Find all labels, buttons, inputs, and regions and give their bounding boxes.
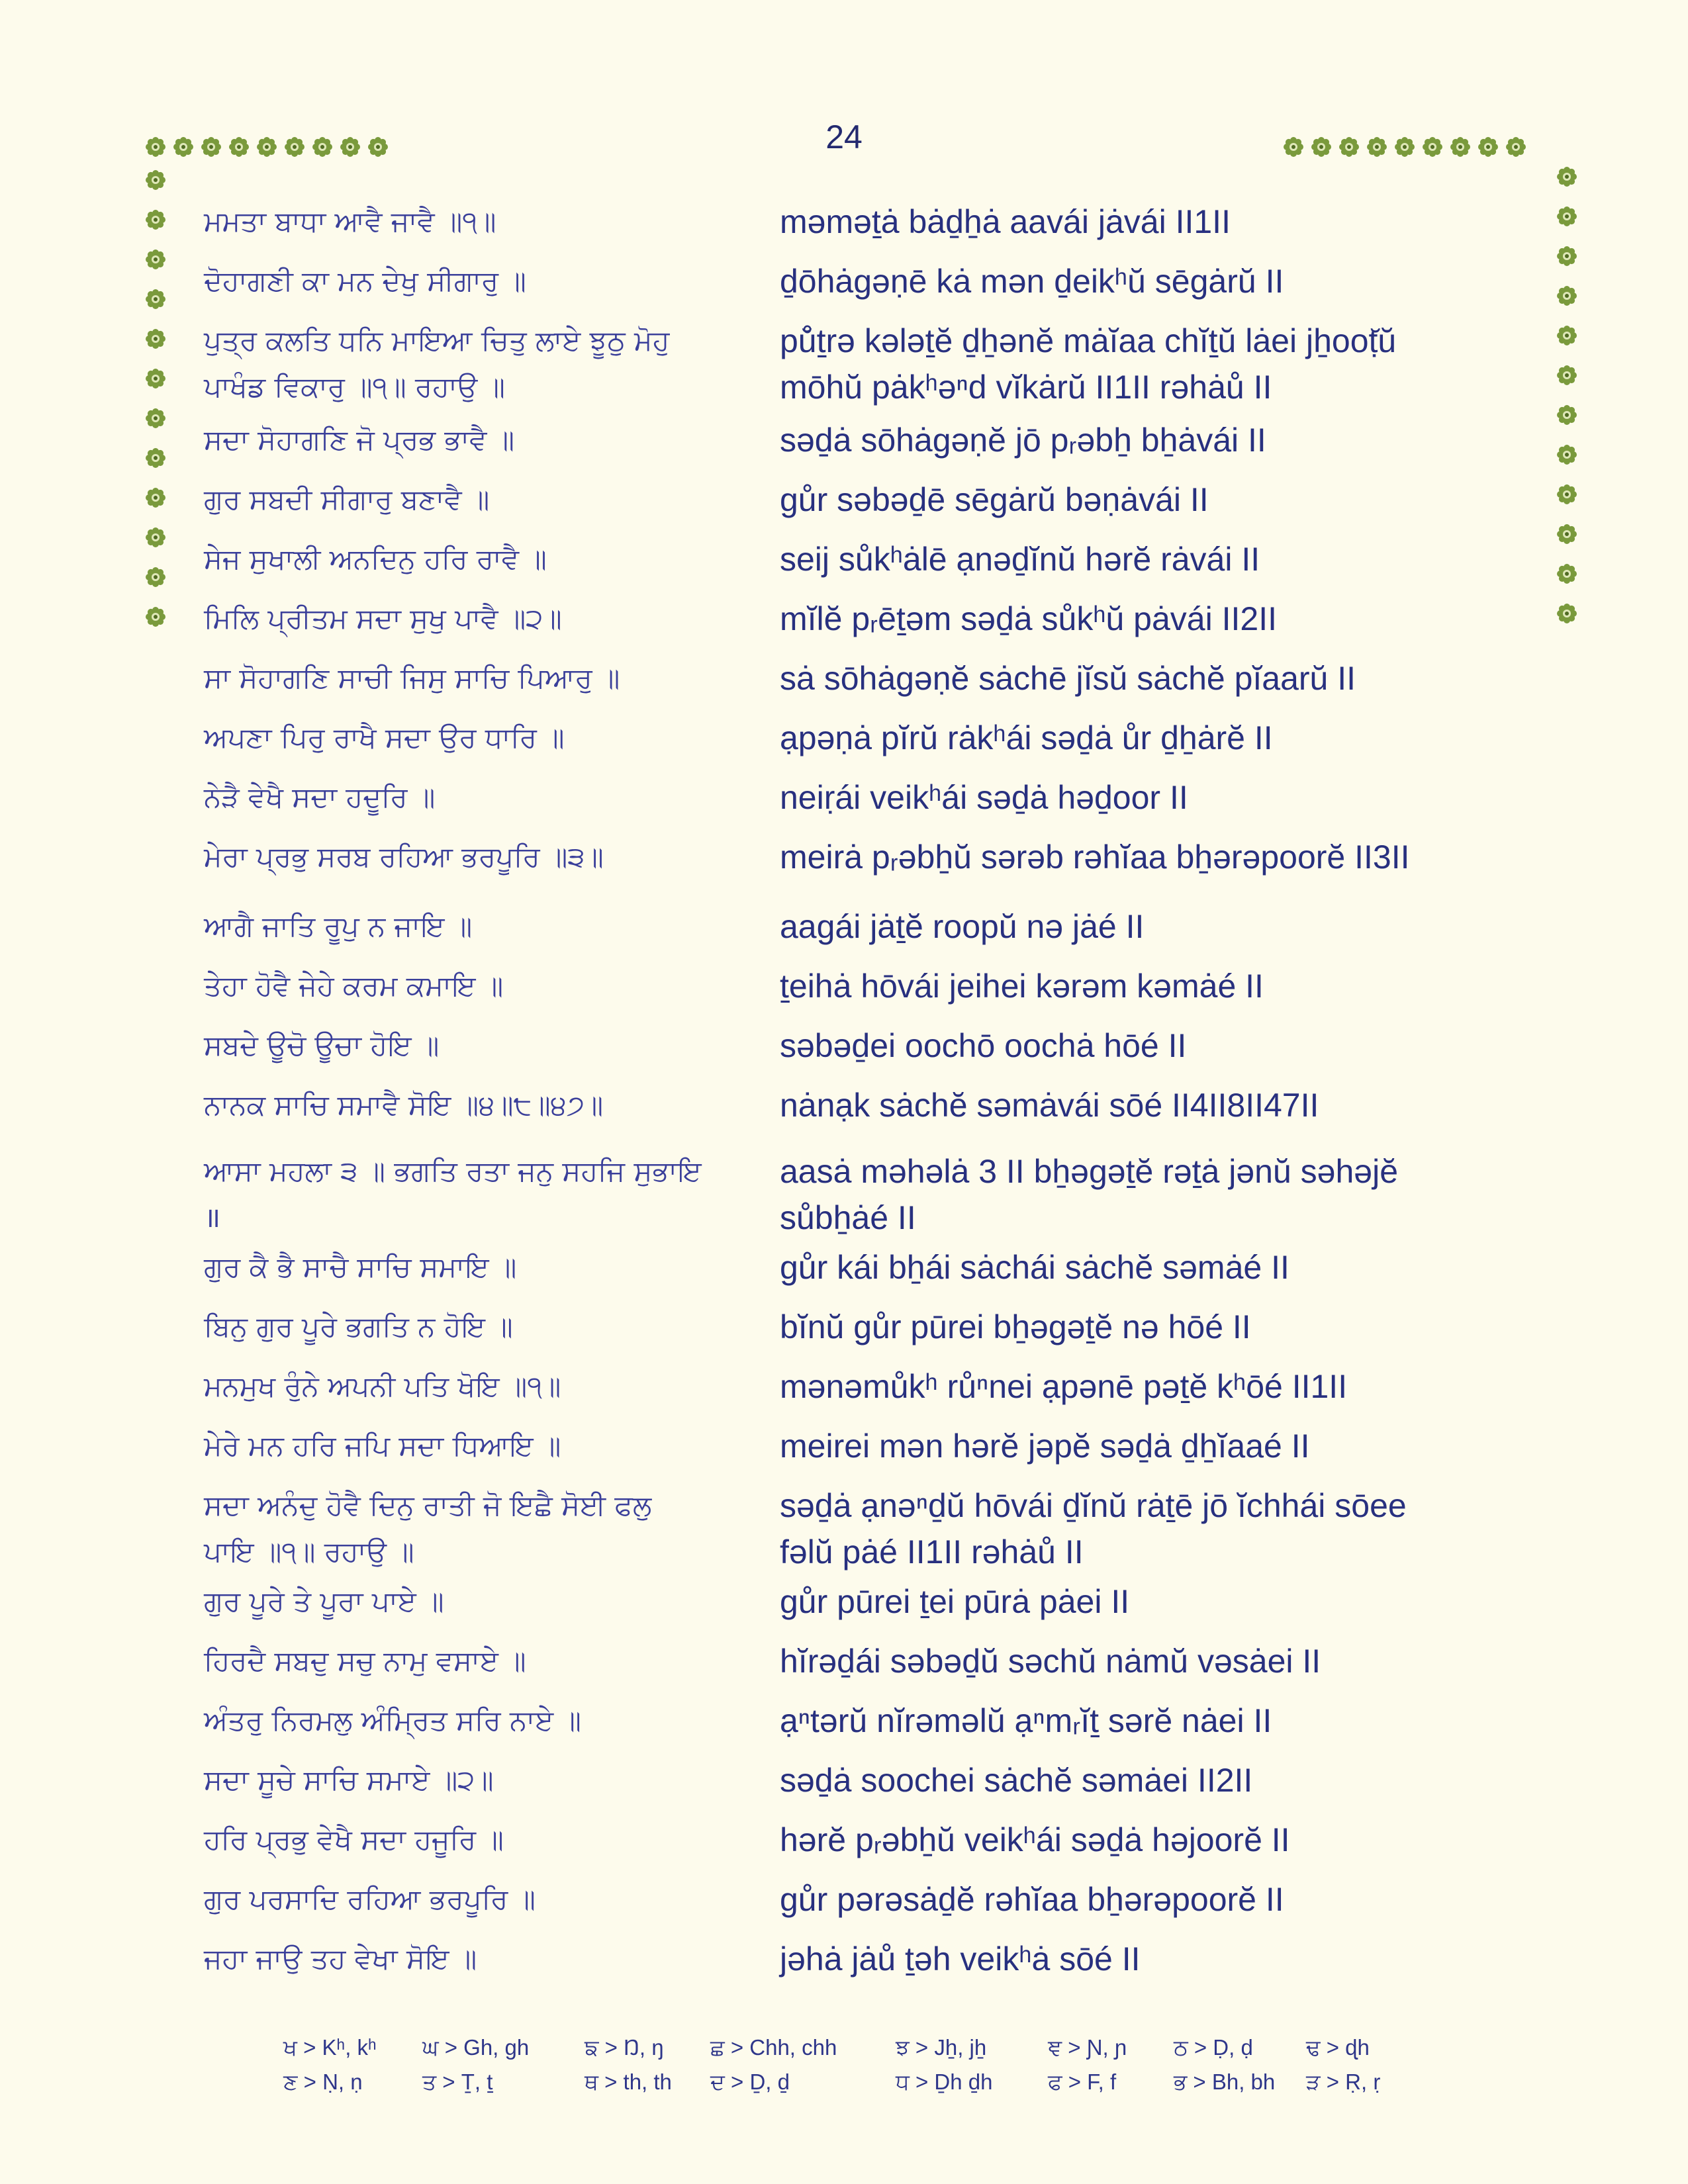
transliteration-line — [780, 1023, 1521, 1069]
legend-entry: ਖ > Kʰ, kʰ — [283, 2035, 377, 2060]
legend-entry: ਙ > Ŋ, ŋ — [585, 2035, 664, 2060]
flower-ornament-icon — [144, 208, 167, 231]
transliteration-text: gůr səbəḏē sēgȧrŭ bəṇȧvái II — [780, 481, 1209, 518]
transliteration-line — [780, 1482, 1521, 1575]
flower-ornament-icon — [1556, 364, 1578, 387]
flower-ornament-icon — [1556, 324, 1578, 347]
gurmukhi-text: ॥ — [204, 1201, 221, 1234]
transliteration-line — [780, 477, 1521, 523]
flower-ornament-icon — [1556, 563, 1578, 585]
transliteration-line — [780, 963, 1521, 1009]
transliteration-line — [780, 1698, 1521, 1744]
gurmukhi-text: ਨਾਨਕ ਸਾਚਿ ਸਮਾਵੈ ਸੋਇ ॥੪॥੮॥੪੭॥ — [204, 1089, 604, 1121]
transliteration-text: meirȧ pᵣəbẖŭ sərəb rəhĭaa bẖərəpoorĕ II3II — [780, 839, 1410, 876]
legend-entry: ਛ > Chh, chh — [710, 2035, 837, 2060]
gurmukhi-text: ਆਗੈ ਜਾਤਿ ਰੂਪੁ ਨ ਜਾਇ ॥ — [204, 910, 473, 942]
verse-row — [204, 1638, 1521, 1684]
flower-ornament-icon — [1556, 443, 1578, 466]
verse-row — [204, 1363, 1521, 1410]
transliteration-text: meirei mən hərĕ jəpĕ səḏȧ ḏẖĭaaé II — [780, 1428, 1310, 1465]
verse-row — [204, 536, 1521, 582]
gurmukhi-text: ਮਮਤਾ ਬਾਧਾ ਆਵੈ ਜਾਵੈ ॥੧॥ — [204, 205, 496, 238]
gurmukhi-text: ਹਰਿ ਪ੍ਰਭੁ ਵੇਖੈ ਸਦਾ ਹਜੂਰਿ ॥ — [204, 1823, 504, 1856]
gurmukhi-text: ਪਾਖੰਡ ਵਿਕਾਰੁ ॥੧॥ ਰਹਾਉ ॥ — [204, 371, 505, 403]
gurmukhi-text: ਪਾਇ ॥੧॥ ਰਹਾਉ ॥ — [204, 1535, 414, 1568]
gurmukhi-line — [204, 1423, 780, 1469]
transliteration-text: neiṛái veikʰái səḏȧ həḏoor II — [780, 779, 1188, 816]
transliteration-line — [780, 655, 1521, 702]
verse-row — [204, 1304, 1521, 1350]
gurmukhi-line — [204, 258, 780, 304]
legend-entry: ਝ > Jẖ, jẖ — [896, 2035, 987, 2060]
transliteration-line — [780, 1304, 1521, 1350]
gurmukhi-line — [204, 1082, 780, 1128]
gurmukhi-line — [204, 834, 780, 880]
gurmukhi-line — [204, 1578, 780, 1625]
gurmukhi-line — [204, 1363, 780, 1410]
gurmukhi-line — [204, 536, 780, 582]
transliteration-text: səḏȧ sōhȧgəṇĕ jō pᵣəbẖ bẖȧvái II — [780, 422, 1266, 459]
transliteration-text: səḏȧ soochei sȧchĕ səmȧei II2II — [780, 1762, 1253, 1799]
gurmukhi-line — [204, 596, 780, 642]
flower-ornament-icon — [144, 566, 167, 588]
flower-ornament-icon — [1310, 136, 1333, 158]
transliteration-line — [780, 1082, 1521, 1128]
gurmukhi-text: ਤੇਹਾ ਹੋਵੈ ਜੇਹੇ ਕਰਮ ਕਮਾਇ ॥ — [204, 970, 504, 1002]
transliteration-line — [780, 834, 1521, 880]
verse-row — [204, 318, 1521, 410]
flower-ornament-icon — [1556, 523, 1578, 545]
flower-ornament-icon — [1505, 136, 1527, 158]
gurmukhi-text: ਸੇਜ ਸੁਖਾਲੀ ਅਨਦਿਨੁ ਹਰਿ ਰਾਵੈ ॥ — [204, 543, 547, 575]
gurmukhi-line — [204, 963, 780, 1009]
gurmukhi-text: ਮੇਰੇ ਮਨ ਹਰਿ ਜਪਿ ਸਦਾ ਧਿਆਇ ॥ — [204, 1430, 561, 1462]
flower-ornament-icon — [144, 486, 167, 509]
gurmukhi-line — [204, 1304, 780, 1350]
legend-entry: ਠ > Ḍ, ḍ — [1174, 2035, 1253, 2060]
verse-row — [204, 963, 1521, 1009]
gurmukhi-line — [204, 1148, 780, 1241]
flower-ornament-icon — [144, 367, 167, 390]
gurmukhi-line — [204, 1936, 780, 1982]
transliteration-text: gůr pūrei ṯei pūrȧ pȧei II — [780, 1583, 1130, 1620]
flower-ornament-icon — [367, 136, 389, 158]
transliteration-line — [780, 1936, 1521, 1982]
gurmukhi-text: ਸਦਾ ਸੂਚੇ ਸਾਚਿ ਸਮਾਏ ॥੨॥ — [204, 1764, 494, 1796]
flower-ornament-icon — [144, 407, 167, 430]
gurmukhi-text: ਪੁਤ੍ਰ ਕਲਤਿ ਧਨਿ ਮਾਇਆ ਚਿਤੁ ਲਾਏ ਝੂਠੁ ਮੋਹੁ — [204, 324, 670, 357]
transliteration-text: hərĕ pᵣəbẖŭ veikʰái səḏȧ həjoorĕ II — [780, 1821, 1290, 1858]
verse-row — [204, 258, 1521, 304]
legend-entry: ਦ > Ḏ, ḏ — [710, 2070, 790, 2094]
transliteration-line — [780, 417, 1521, 463]
verse-row — [204, 1148, 1521, 1241]
flower-ornament-icon — [1556, 205, 1578, 228]
flower-ornament-icon — [1556, 165, 1578, 188]
transliteration-line — [780, 199, 1521, 245]
gurmukhi-text: ਜਹਾ ਜਾਉ ਤਹ ਵੇਖਾ ਸੋਇ ॥ — [204, 1942, 477, 1975]
verse-row — [204, 655, 1521, 702]
transliteration-text: fəlŭ pȧé II1II rəhȧů II — [780, 1533, 1084, 1570]
transliteration-line — [780, 1638, 1521, 1684]
transliteration-text: seij sůkʰȧlē ạnəḏĭnŭ hərĕ rȧvái II — [780, 541, 1260, 578]
gurmukhi-line — [204, 655, 780, 702]
transliteration-text: aasȧ məhəlȧ 3 II bẖəgəṯĕ rəṯȧ jənŭ səhəjĕ — [780, 1153, 1399, 1190]
flower-ornament-icon — [311, 136, 334, 158]
gurmukhi-line — [204, 417, 780, 463]
verse-row — [204, 1757, 1521, 1803]
verse-row — [204, 834, 1521, 880]
flower-ornament-icon — [1338, 136, 1360, 158]
border-top-right — [1282, 136, 1527, 162]
transliteration-text: aagái jȧṯĕ roopŭ nə jȧé II — [780, 908, 1145, 945]
legend-entry: ਫ > F, f — [1048, 2070, 1117, 2094]
gurmukhi-text: ਮਨਮੁਖ ਰੁੰਨੇ ਅਪਨੀ ਪਤਿ ਖੋਇ ॥੧॥ — [204, 1370, 561, 1402]
transliteration-text: mōhŭ pȧkʰəⁿd vĭkȧrŭ II1II rəhȧů II — [780, 369, 1272, 406]
gurmukhi-text: ਸਬਦੇ ਊਚੋ ਊਚਾ ਹੋਇ ॥ — [204, 1029, 440, 1062]
transliteration-line — [780, 1876, 1521, 1923]
gurmukhi-text: ਗੁਰ ਸਬਦੀ ਸੀਗਾਰੁ ਬਣਾਵੈ ॥ — [204, 483, 490, 516]
transliteration-line — [780, 1757, 1521, 1803]
transliteration-text: pů̆ṯrə kələṯĕ ḏẖənĕ mȧĭaa chĭṯŭ lȧei jẖooṭ̆ŭ — [780, 322, 1397, 359]
legend-row — [283, 2035, 1409, 2070]
flower-ornament-icon — [256, 136, 278, 158]
verse-row — [204, 1876, 1521, 1923]
flower-ornament-icon — [1449, 136, 1472, 158]
verse-row — [204, 1578, 1521, 1625]
flower-ornament-icon — [144, 169, 167, 191]
gurmukhi-line — [204, 1638, 780, 1684]
gurmukhi-line — [204, 715, 780, 761]
transliteration-text: məməṯȧ bȧḏẖȧ aavái jȧvái II1II — [780, 203, 1231, 240]
transliteration-text: səbəḏei oochō oochȧ hōé II — [780, 1027, 1187, 1064]
verse-row — [204, 1482, 1521, 1575]
flower-ornament-icon — [144, 328, 167, 350]
flower-ornament-icon — [172, 136, 195, 158]
gurmukhi-line — [204, 1817, 780, 1863]
flower-ornament-icon — [144, 288, 167, 310]
gurmukhi-text: ਮਿਲਿ ਪ੍ਰੀਤਮ ਸਦਾ ਸੁਖੁ ਪਾਵੈ ॥੨॥ — [204, 602, 562, 635]
transliteration-text: sȧ sōhȧgəṇĕ sȧchē jĭsŭ sȧchĕ pĭaarŭ II — [780, 660, 1356, 697]
flower-ornament-icon — [1556, 602, 1578, 625]
transliteration-text: jəhȧ jȧů ṯəh veikʰȧ sōé II — [780, 1940, 1141, 1978]
transliteration-line — [780, 1423, 1521, 1469]
verse-row — [204, 417, 1521, 463]
verse-row — [204, 1423, 1521, 1469]
transliteration-text: bĭnŭ gůr pūrei bẖəgəṯĕ nə hōé II — [780, 1308, 1251, 1345]
gurmukhi-line — [204, 199, 780, 245]
gurmukhi-text: ਅਪਣਾ ਪਿਰੁ ਰਾਖੈ ਸਦਾ ਉਰ ਧਾਰਿ ॥ — [204, 721, 565, 754]
gurmukhi-line — [204, 774, 780, 821]
flower-ornament-icon — [1393, 136, 1416, 158]
legend-row — [283, 2070, 1409, 2104]
legend-entry: ਢ > ɖh — [1306, 2035, 1370, 2060]
gurmukhi-line — [204, 903, 780, 950]
flower-ornament-icon — [1366, 136, 1388, 158]
gurmukhi-text: ਗੁਰ ਪੂਰੇ ਤੇ ਪੂਰਾ ਪਾਏ ॥ — [204, 1585, 444, 1617]
gurmukhi-text: ਸਦਾ ਅਨੰਦੁ ਹੋਵੈ ਦਿਨੁ ਰਾਤੀ ਜੋ ਇਛੈ ਸੋਈ ਫਲੁ — [204, 1489, 652, 1522]
transliteration-line — [780, 1578, 1521, 1625]
flower-ornament-icon — [144, 606, 167, 628]
transliteration-line — [780, 1363, 1521, 1410]
transliteration-text: mənəmůkʰ růⁿnei ạpənē pəṯĕ kʰōé II1II — [780, 1368, 1348, 1405]
gurmukhi-text: ਸਾ ਸੋਹਾਗਣਿ ਸਾਚੀ ਜਿਸੁ ਸਾਚਿ ਪਿਆਰੁ ॥ — [204, 662, 620, 694]
gurmukhi-line — [204, 1482, 780, 1575]
gurmukhi-line — [204, 1757, 780, 1803]
verse-row — [204, 1936, 1521, 1982]
transliteration-text: ạpəṇȧ pĭrŭ rȧkʰái səḏȧ ůr ḏẖȧrĕ II — [780, 719, 1273, 756]
gurmukhi-line — [204, 477, 780, 523]
gurmukhi-line — [204, 1698, 780, 1744]
transliteration-text: gůr pərəsȧḏĕ rəhĭaa bẖərəpoorĕ II — [780, 1881, 1284, 1918]
gurmukhi-line — [204, 318, 780, 410]
verse-row — [204, 1082, 1521, 1128]
gurmukhi-text: ਆਸਾ ਮਹਲਾ ੩ ॥ ਭਗਤਿ ਰਤਾ ਜਨੁ ਸਹਜਿ ਸੁਭਾਇ — [204, 1155, 702, 1187]
flower-ornament-icon — [339, 136, 361, 158]
flower-ornament-icon — [144, 136, 167, 158]
legend-entry: ਭ > Bh, bh — [1174, 2070, 1276, 2094]
legend-entry: ਘ > Gh, gh — [422, 2035, 530, 2060]
gurmukhi-text: ਅੰਤਰੁ ਨਿਰਮਲੁ ਅੰਮ੍ਰਿਤ ਸਰਿ ਨਾਏ ॥ — [204, 1704, 581, 1737]
flower-ornament-icon — [1556, 483, 1578, 506]
transliteration-line — [780, 258, 1521, 304]
legend-entry: ਞ > Ɲ, ɲ — [1048, 2035, 1127, 2060]
legend-entry: ੜ > Ṛ, ṛ — [1306, 2070, 1381, 2094]
verse-row — [204, 1244, 1521, 1291]
gurmukhi-text: ਬਿਨੁ ਗੁਰ ਪੂਰੇ ਭਗਤਿ ਨ ਹੋਇ ॥ — [204, 1310, 513, 1343]
transliteration-line — [780, 903, 1521, 950]
gurmukhi-text: ਹਿਰਦੈ ਸਬਦੁ ਸਚੁ ਨਾਮੁ ਵਸਾਏ ॥ — [204, 1645, 526, 1677]
flower-ornament-icon — [1556, 285, 1578, 307]
transliteration-text: nȧnạk sȧchĕ səmȧvái sōé II4II8II47II — [780, 1087, 1319, 1124]
gurmukhi-text: ਗੁਰ ਪਰਸਾਦਿ ਰਹਿਆ ਭਰਪੂਰਿ ॥ — [204, 1883, 536, 1915]
transliteration-text: hĭrəḏái səbəḏŭ səchŭ nȧmŭ vəsȧei II — [780, 1643, 1321, 1680]
transliteration-text: ḏōhȧgəṇē kȧ mən ḏeikʰŭ sēgȧrŭ II — [780, 263, 1284, 300]
legend-entry: ਥ > th, th — [585, 2070, 672, 2094]
transliteration-line — [780, 715, 1521, 761]
transliteration-line — [780, 774, 1521, 821]
transliteration-text: səḏȧ ạnəⁿḏŭ hōvái ḏĭnŭ rȧṯē jō ĭchhái sōee — [780, 1487, 1407, 1524]
flower-ornament-icon — [1282, 136, 1305, 158]
flower-ornament-icon — [144, 248, 167, 271]
transliteration-text: mĭlĕ pᵣēṯəm səḏȧ sůkʰŭ pȧvái II2II — [780, 600, 1277, 637]
flower-ornament-icon — [1556, 245, 1578, 267]
verse-row — [204, 477, 1521, 523]
border-right — [1556, 165, 1582, 625]
transliteration-text: ạⁿtərŭ nĭrəməlŭ ạⁿmᵣĭṯ sərĕ nȧei II — [780, 1702, 1272, 1739]
transliteration-legend — [283, 2035, 1409, 2104]
gurmukhi-text: ਨੇੜੈ ਵੇਖੈ ਸਦਾ ਹਦੂਰਿ ॥ — [204, 781, 436, 813]
page-number: 24 — [825, 118, 863, 156]
verse-row — [204, 774, 1521, 821]
transliteration-line — [780, 318, 1521, 410]
gurmukhi-text: ਮੇਰਾ ਪ੍ਰਭੁ ਸਰਬ ਰਹਿਆ ਭਰਪੂਰਿ ॥੩॥ — [204, 841, 604, 873]
border-top-left — [144, 136, 389, 162]
gurmukhi-line — [204, 1876, 780, 1923]
legend-entry: ਣ > Ṇ, ṇ — [283, 2070, 363, 2094]
gurmukhi-text: ਗੁਰ ਕੈ ਭੈ ਸਾਚੈ ਸਾਚਿ ਸਮਾਇ ॥ — [204, 1251, 517, 1283]
verse-row — [204, 1817, 1521, 1863]
gurmukhi-text: ਸਦਾ ਸੋਹਾਗਣਿ ਜੋ ਪ੍ਰਭ ਭਾਵੈ ॥ — [204, 424, 515, 456]
flower-ornament-icon — [144, 526, 167, 549]
flower-ornament-icon — [1421, 136, 1444, 158]
flower-ornament-icon — [1556, 404, 1578, 426]
transliteration-line — [780, 596, 1521, 642]
verse-row — [204, 715, 1521, 761]
flower-ornament-icon — [144, 447, 167, 469]
legend-entry: ਧ > Ḏh ḏh — [896, 2070, 993, 2094]
transliteration-line — [780, 1817, 1521, 1863]
flower-ornament-icon — [1477, 136, 1499, 158]
flower-ornament-icon — [200, 136, 222, 158]
verse-row — [204, 1698, 1521, 1744]
gurmukhi-line — [204, 1023, 780, 1069]
flower-ornament-icon — [283, 136, 306, 158]
verse-row — [204, 1023, 1521, 1069]
legend-entry: ਤ > Ṯ, ṯ — [422, 2070, 493, 2094]
transliteration-text: gůr kái bẖái sȧchái sȧchĕ səmȧé II — [780, 1249, 1289, 1286]
verse-row — [204, 199, 1521, 245]
verse-row — [204, 903, 1521, 950]
transliteration-text: sůbẖȧé II — [780, 1199, 916, 1236]
transliteration-line — [780, 1244, 1521, 1291]
border-left — [144, 169, 171, 628]
transliteration-line — [780, 536, 1521, 582]
gurmukhi-text: ਦੋਹਾਗਣੀ ਕਾ ਮਨ ਦੇਖੁ ਸੀਗਾਰੁ ॥ — [204, 265, 526, 297]
transliteration-text: ṯeihȧ hōvái jeihei kərəm kəmȧé II — [780, 968, 1264, 1005]
verse-row — [204, 596, 1521, 642]
gurmukhi-line — [204, 1244, 780, 1291]
transliteration-line — [780, 1148, 1521, 1241]
flower-ornament-icon — [228, 136, 250, 158]
